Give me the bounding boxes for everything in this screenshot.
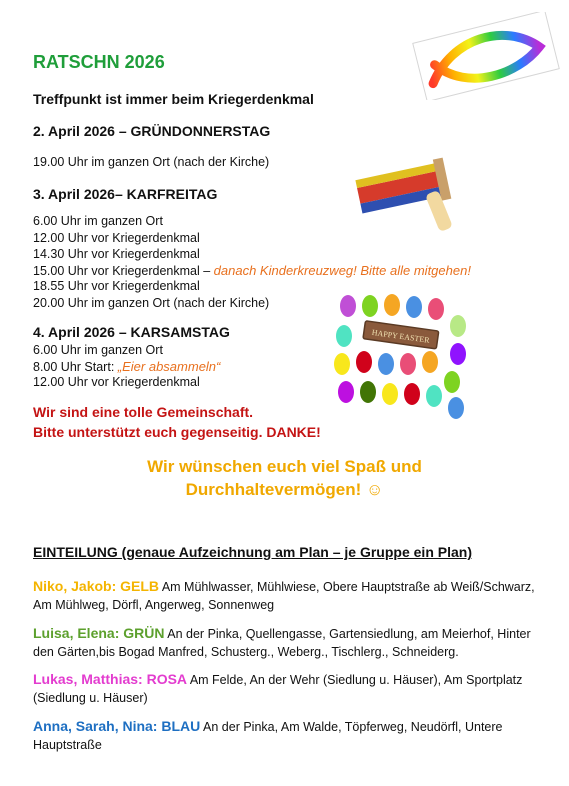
day-heading-thursday: 2. April 2026 – GRÜNDONNERSTAG [33,123,271,139]
time-entry: 14.30 Uhr vor Kriegerdenkmal [33,247,200,261]
time-entry: 6.00 Uhr im ganzen Ort [33,214,163,228]
ratchet-icon [352,147,470,233]
time-entry: 19.00 Uhr im ganzen Ort (nach der Kirche) [33,155,270,169]
kinderkreuzweg-note: danach Kinderkreuzweg! Bitte alle mitgehen! [213,263,471,278]
group-areas: An der Pinka, Am Walde, Töpferweg, Neudörfl, Untere Hauptstraße [33,720,503,752]
time-entry-with-note [33,359,220,374]
group-pink [33,670,548,707]
happy-easter-sign: HAPPY EASTER [371,327,431,345]
meeting-point: Treffpunkt ist immer beim Kriegerdenkmal [33,91,314,107]
time-entry-text: 15.00 Uhr vor Kriegerdenkmal – [33,264,211,278]
eier-note: „Eier absammeln“ [117,359,221,374]
time-entry: 18.55 Uhr vor Kriegerdenkmal [33,279,200,293]
day-heading-saturday: 4. April 2026 – KARSAMSTAG [33,324,230,340]
group-areas: Am Felde, An der Wehr (Siedlung u. Häuser), Am Sportplatz (Siedlung u. Häuser) [33,673,523,705]
wishes-line-2: Durchhaltevermögen! ☺ [185,480,384,499]
time-entry-with-note [33,263,471,278]
group-green [33,624,548,661]
group-name: Niko, Jakob: GELB [33,578,160,594]
group-name: Anna, Sarah, Nina: BLAU [33,718,201,734]
time-entry: 6.00 Uhr im ganzen Ort [33,343,163,357]
wishes-line-1: Wir wünschen euch viel Spaß und [147,457,422,476]
page-title: RATSCHN 2026 [33,52,165,72]
time-entry-text: 8.00 Uhr Start: [33,360,115,374]
community-line-1: Wir sind eine tolle Gemeinschaft. [33,404,254,420]
assignment-heading: EINTEILUNG (genaue Aufzeichnung am Plan – je Gruppe ein Plan) [33,544,472,560]
group-blue [33,717,548,754]
time-entry: 12.00 Uhr vor Kriegerdenkmal [33,375,200,389]
group-areas: An der Pinka, Quellengasse, Gartensiedlung, am Meierhof, Hinter den Gärten,bis Bogad Manfred, Schusterg., Weberg., Tischlerg., Schneiderg. [33,627,531,659]
rainbow-fish-icon [412,12,560,100]
group-areas: Am Mühlwasser, Mühlwiese, Obere Hauptstraße ab Weiß/Schwarz, Am Mühlweg, Dörfl, Angerweg, Sonnenweg [33,580,535,612]
day-heading-friday: 3. April 2026– KARFREITAG [33,186,218,202]
time-entry: 12.00 Uhr vor Kriegerdenkmal [33,231,200,245]
easter-eggs-icon [330,292,470,424]
group-yellow [33,577,548,614]
group-name: Luisa, Elena: GRÜN [33,625,165,641]
time-entry: 20.00 Uhr im ganzen Ort (nach der Kirche) [33,296,270,310]
group-name: Lukas, Matthias: ROSA [33,671,188,687]
community-line-2: Bitte unterstützt euch gegenseitig. DANKE! [33,424,321,440]
